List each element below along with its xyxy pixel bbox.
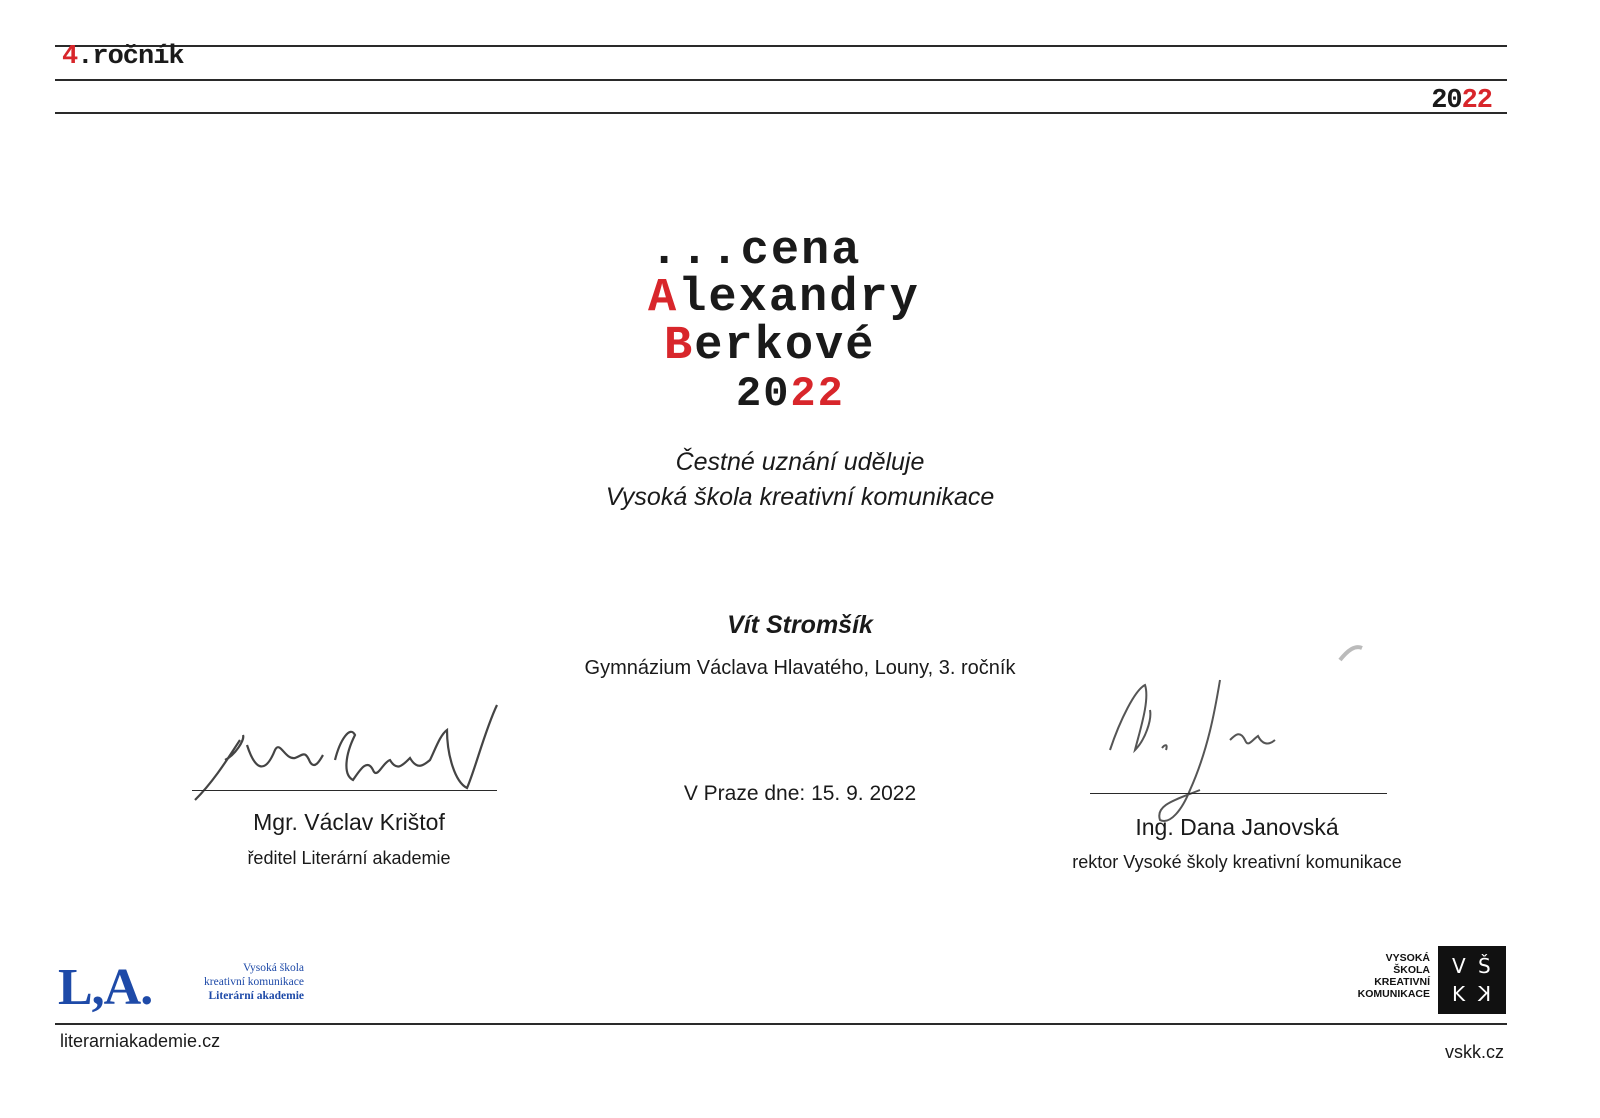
- title-initial-b: B: [664, 320, 695, 373]
- vskk-box-v: V: [1452, 954, 1466, 978]
- footer-left-link[interactable]: literarniakademie.cz: [60, 1031, 221, 1051]
- edition-number: 4: [62, 42, 78, 72]
- right-signature-image: [1090, 640, 1380, 830]
- title-initial-a: A: [648, 272, 679, 325]
- la-logo-line-3: [176, 989, 304, 1003]
- title-cena: ...cena: [650, 225, 862, 278]
- vskk-logo-box: [1438, 946, 1506, 1014]
- vskk-line-3: KREATIVNÍ: [1374, 976, 1430, 988]
- edition-label: [62, 42, 184, 72]
- vskk-box-s: Š: [1478, 954, 1491, 978]
- award-line-1: Čestné uznání uděluje: [675, 448, 925, 476]
- header-year-red: 22: [1461, 86, 1492, 116]
- la-logo-line-1: Vysoká škola: [242, 962, 304, 974]
- left-signature-line: [192, 790, 497, 791]
- right-signatory-role: rektor Vysoké školy kreativní komunikace: [1072, 852, 1402, 872]
- la-logo-line-3-bold: Literární akademie: [208, 990, 304, 1002]
- vskk-line-4: KOMUNIKACE: [1357, 988, 1430, 1000]
- second-rule: [55, 79, 1507, 81]
- footer-rule: [55, 1023, 1507, 1025]
- title-year-black: 20: [736, 370, 791, 418]
- top-rule: [55, 45, 1507, 47]
- la-logo-line-2: kreativní komunikace: [204, 976, 304, 988]
- left-signatory-name: Mgr. Václav Krištof: [253, 809, 445, 835]
- title-berkove-rest: erkové: [694, 320, 876, 373]
- vskk-line-2: ŠKOLA: [1393, 964, 1430, 976]
- award-line-2: Vysoká škola kreativní komunikace: [605, 483, 995, 511]
- la-logo-text: [176, 961, 304, 1003]
- third-rule: [55, 112, 1507, 114]
- left-signature-image: [185, 700, 505, 810]
- title-alexandry-rest: lexandry: [678, 272, 920, 325]
- vskk-line-1: VYSOKÁ: [1385, 952, 1430, 964]
- recipient-school: Gymnázium Václava Hlavatého, Louny, 3. ročník: [584, 657, 1016, 679]
- place-date: V Praze dne: 15. 9. 2022: [683, 782, 917, 805]
- title-line-2: [648, 272, 920, 325]
- left-signatory-role: ředitel Literární akademie: [247, 848, 451, 868]
- la-logo-mark: L,A.: [58, 959, 153, 1016]
- header-year-black: 20: [1431, 86, 1462, 116]
- vskk-box-k2: K: [1478, 982, 1492, 1006]
- edition-text: .ročník: [77, 42, 184, 72]
- right-signatory-name: Ing. Dana Janovská: [1135, 814, 1339, 840]
- right-signature-line: [1090, 793, 1387, 794]
- title-year-red: 22: [790, 370, 845, 418]
- vskk-box-k1: K: [1452, 982, 1466, 1006]
- title-line-1: [650, 225, 861, 278]
- vskk-logo-text: [1330, 952, 1430, 1000]
- title-line-4: [736, 370, 845, 418]
- footer-right-link[interactable]: vskk.cz: [1444, 1042, 1504, 1062]
- recipient-name: Vít Stromšík: [727, 611, 873, 639]
- title-line-3: [664, 320, 875, 373]
